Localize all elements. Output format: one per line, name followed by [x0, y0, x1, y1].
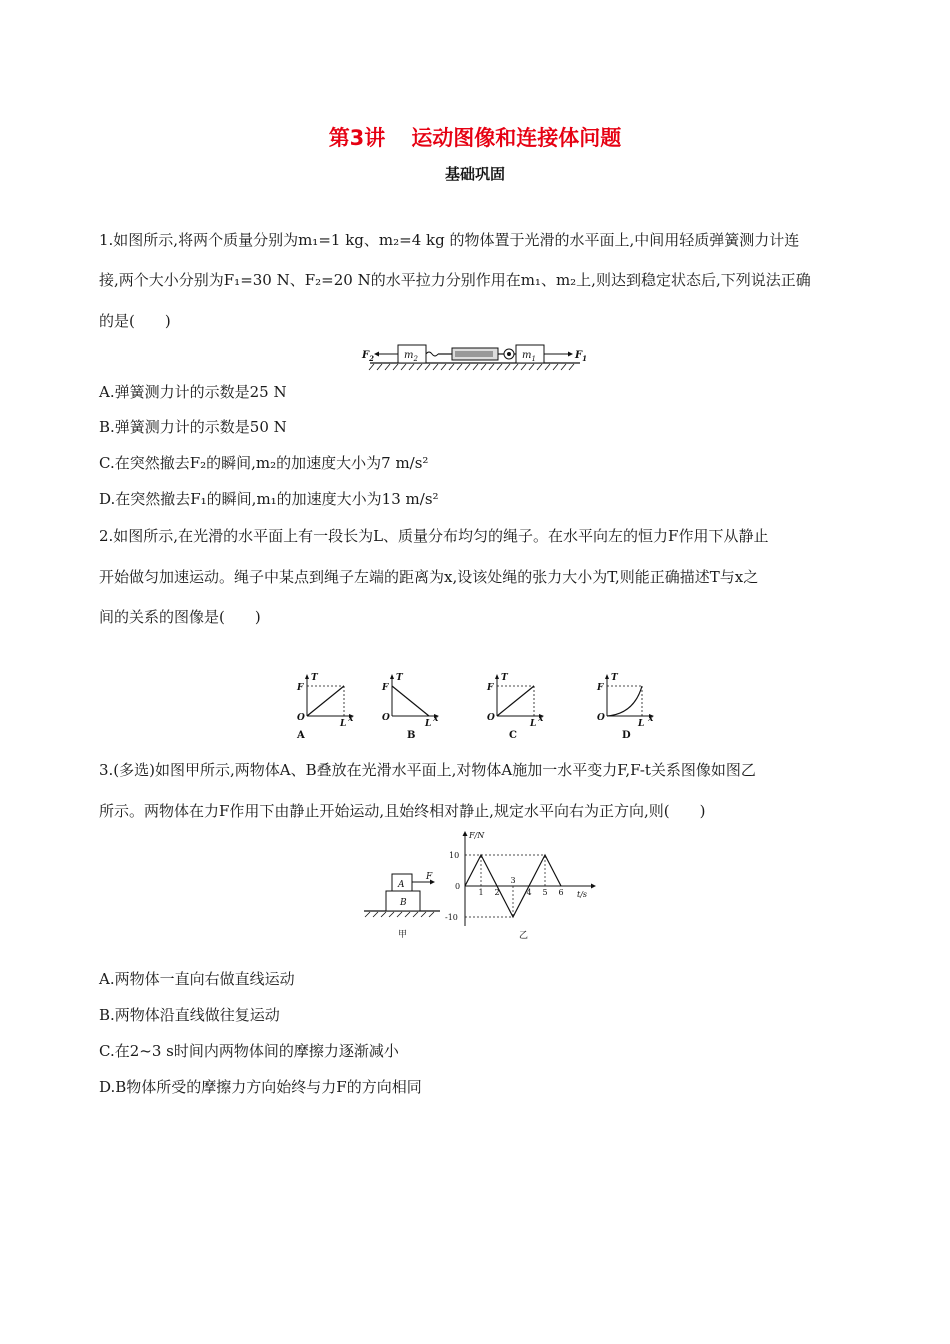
block-b-label: B — [400, 898, 407, 908]
x-tick-4: 4 — [526, 888, 532, 897]
q1-stem-line-1: 1.如图所示,将两个质量分别为m₁=1 kg、m₂=4 kg 的物体置于光滑的水平面上,中间用轻质弹簧测力计连 — [99, 231, 800, 249]
figure-yi-caption: 乙 — [519, 931, 529, 941]
svg-text:x: x — [433, 714, 439, 724]
x-axis-arrow — [591, 884, 596, 889]
y-axis-arrow — [463, 831, 468, 836]
q2-stem-line-3: 间的关系的图像是( ) — [99, 608, 261, 626]
y-tick-neg10: -10 — [445, 913, 458, 922]
svg-text:O: O — [382, 713, 390, 723]
q1-stem-line-2: 接,两个大小分别为F₁=30 N、F₂=20 N的水平拉力分别作用在m₁、m₂上,则达到稳定状态后,下列说法正确 — [99, 271, 811, 289]
q1-option-a: A.弹簧测力计的示数是25 N — [99, 383, 287, 401]
x-tick-5: 5 — [542, 888, 548, 897]
svg-text:O: O — [597, 713, 605, 723]
graph-c-label: C — [509, 730, 517, 741]
lecture-title: 第3讲 运动图像和连接体问题 — [328, 126, 622, 150]
q2-graph-c — [482, 670, 546, 740]
q1-option-b: B.弹簧测力计的示数是50 N — [99, 418, 287, 436]
mass-m2-label: $m_2$ — [404, 350, 418, 363]
svg-text:x: x — [538, 714, 544, 724]
graph-b-label: B — [407, 730, 416, 741]
force-f-label: F — [426, 872, 433, 882]
q2-stem-line-2: 开始做匀加速运动。绳子中某点到绳子左端的距离为x,设该处绳的张力大小为T,则能正确描述T与x之 — [99, 568, 759, 586]
block-a-label: A — [398, 880, 405, 890]
y-tick-10: 10 — [449, 851, 460, 860]
q3-option-b: B.两物体沿直线做往复运动 — [99, 1006, 280, 1024]
svg-text:T: T — [396, 673, 403, 683]
q3-stem-line-2: 所示。两物体在力F作用下由静止开始运动,且始终相对静止,规定水平向右为正方向,则( ) — [99, 802, 706, 820]
q1-option-d: D.在突然撤去F₁的瞬间,m₁的加速度大小为13 m/s² — [99, 490, 439, 508]
section-heading: 基础巩固 — [444, 165, 505, 183]
svg-text:x: x — [648, 714, 654, 724]
q1-option-c: C.在突然撤去F₂的瞬间,m₂的加速度大小为7 m/s² — [99, 454, 429, 472]
svg-text:F: F — [487, 683, 494, 693]
svg-text:T: T — [311, 673, 318, 683]
q2-graph-b — [377, 670, 441, 740]
q3-option-d: D.B物体所受的摩擦力方向始终与力F的方向相同 — [99, 1078, 422, 1096]
svg-text:F: F — [297, 683, 304, 693]
svg-text:L: L — [425, 719, 432, 729]
svg-text:T: T — [611, 673, 618, 683]
q3-stem-line-1: 3.(多选)如图甲所示,两物体A、B叠放在光滑水平面上,对物体A施加一水平变力F,F-t关系图像如图乙 — [99, 761, 756, 779]
x-axis-label: t/s — [577, 890, 588, 899]
force-f2-label: $F_2$ — [362, 350, 374, 363]
graph-a-label: A — [297, 730, 305, 741]
q1-spring-balance-figure — [360, 336, 595, 372]
mass-m1-label: $m_1$ — [522, 350, 536, 363]
force-f1-label: $F_1$ — [575, 350, 587, 363]
figure-jia-caption: 甲 — [398, 930, 408, 940]
y-axis-label: F/N — [469, 831, 485, 840]
x-tick-6: 6 — [558, 888, 564, 897]
svg-text:L: L — [530, 719, 537, 729]
q3-figure-yi-ft-chart — [443, 828, 603, 944]
x-tick-1: 1 — [478, 888, 484, 897]
svg-text:L: L — [638, 719, 645, 729]
svg-text:T: T — [501, 673, 508, 683]
svg-text:O: O — [297, 713, 305, 723]
svg-text:F: F — [382, 683, 389, 693]
svg-text:x: x — [348, 714, 354, 724]
q3-option-c: C.在2~3 s时间内两物体间的摩擦力逐渐减小 — [99, 1042, 399, 1060]
svg-text:F: F — [597, 683, 604, 693]
x-tick-2: 2 — [494, 888, 500, 897]
q2-stem-line-1: 2.如图所示,在光滑的水平面上有一段长为L、质量分布均匀的绳子。在水平向左的恒力F作用下从静止 — [99, 527, 769, 545]
q3-figure-jia — [360, 860, 445, 942]
q2-graph-d — [592, 670, 656, 740]
svg-text:L: L — [340, 719, 347, 729]
q3-option-a: A.两物体一直向右做直线运动 — [99, 970, 295, 988]
q1-stem-line-3: 的是( ) — [99, 312, 171, 330]
y-tick-0: 0 — [455, 882, 461, 891]
q2-graph-a — [292, 670, 356, 740]
x-tick-3: 3 — [510, 876, 516, 885]
svg-text:O: O — [487, 713, 495, 723]
graph-d-label: D — [622, 730, 631, 741]
